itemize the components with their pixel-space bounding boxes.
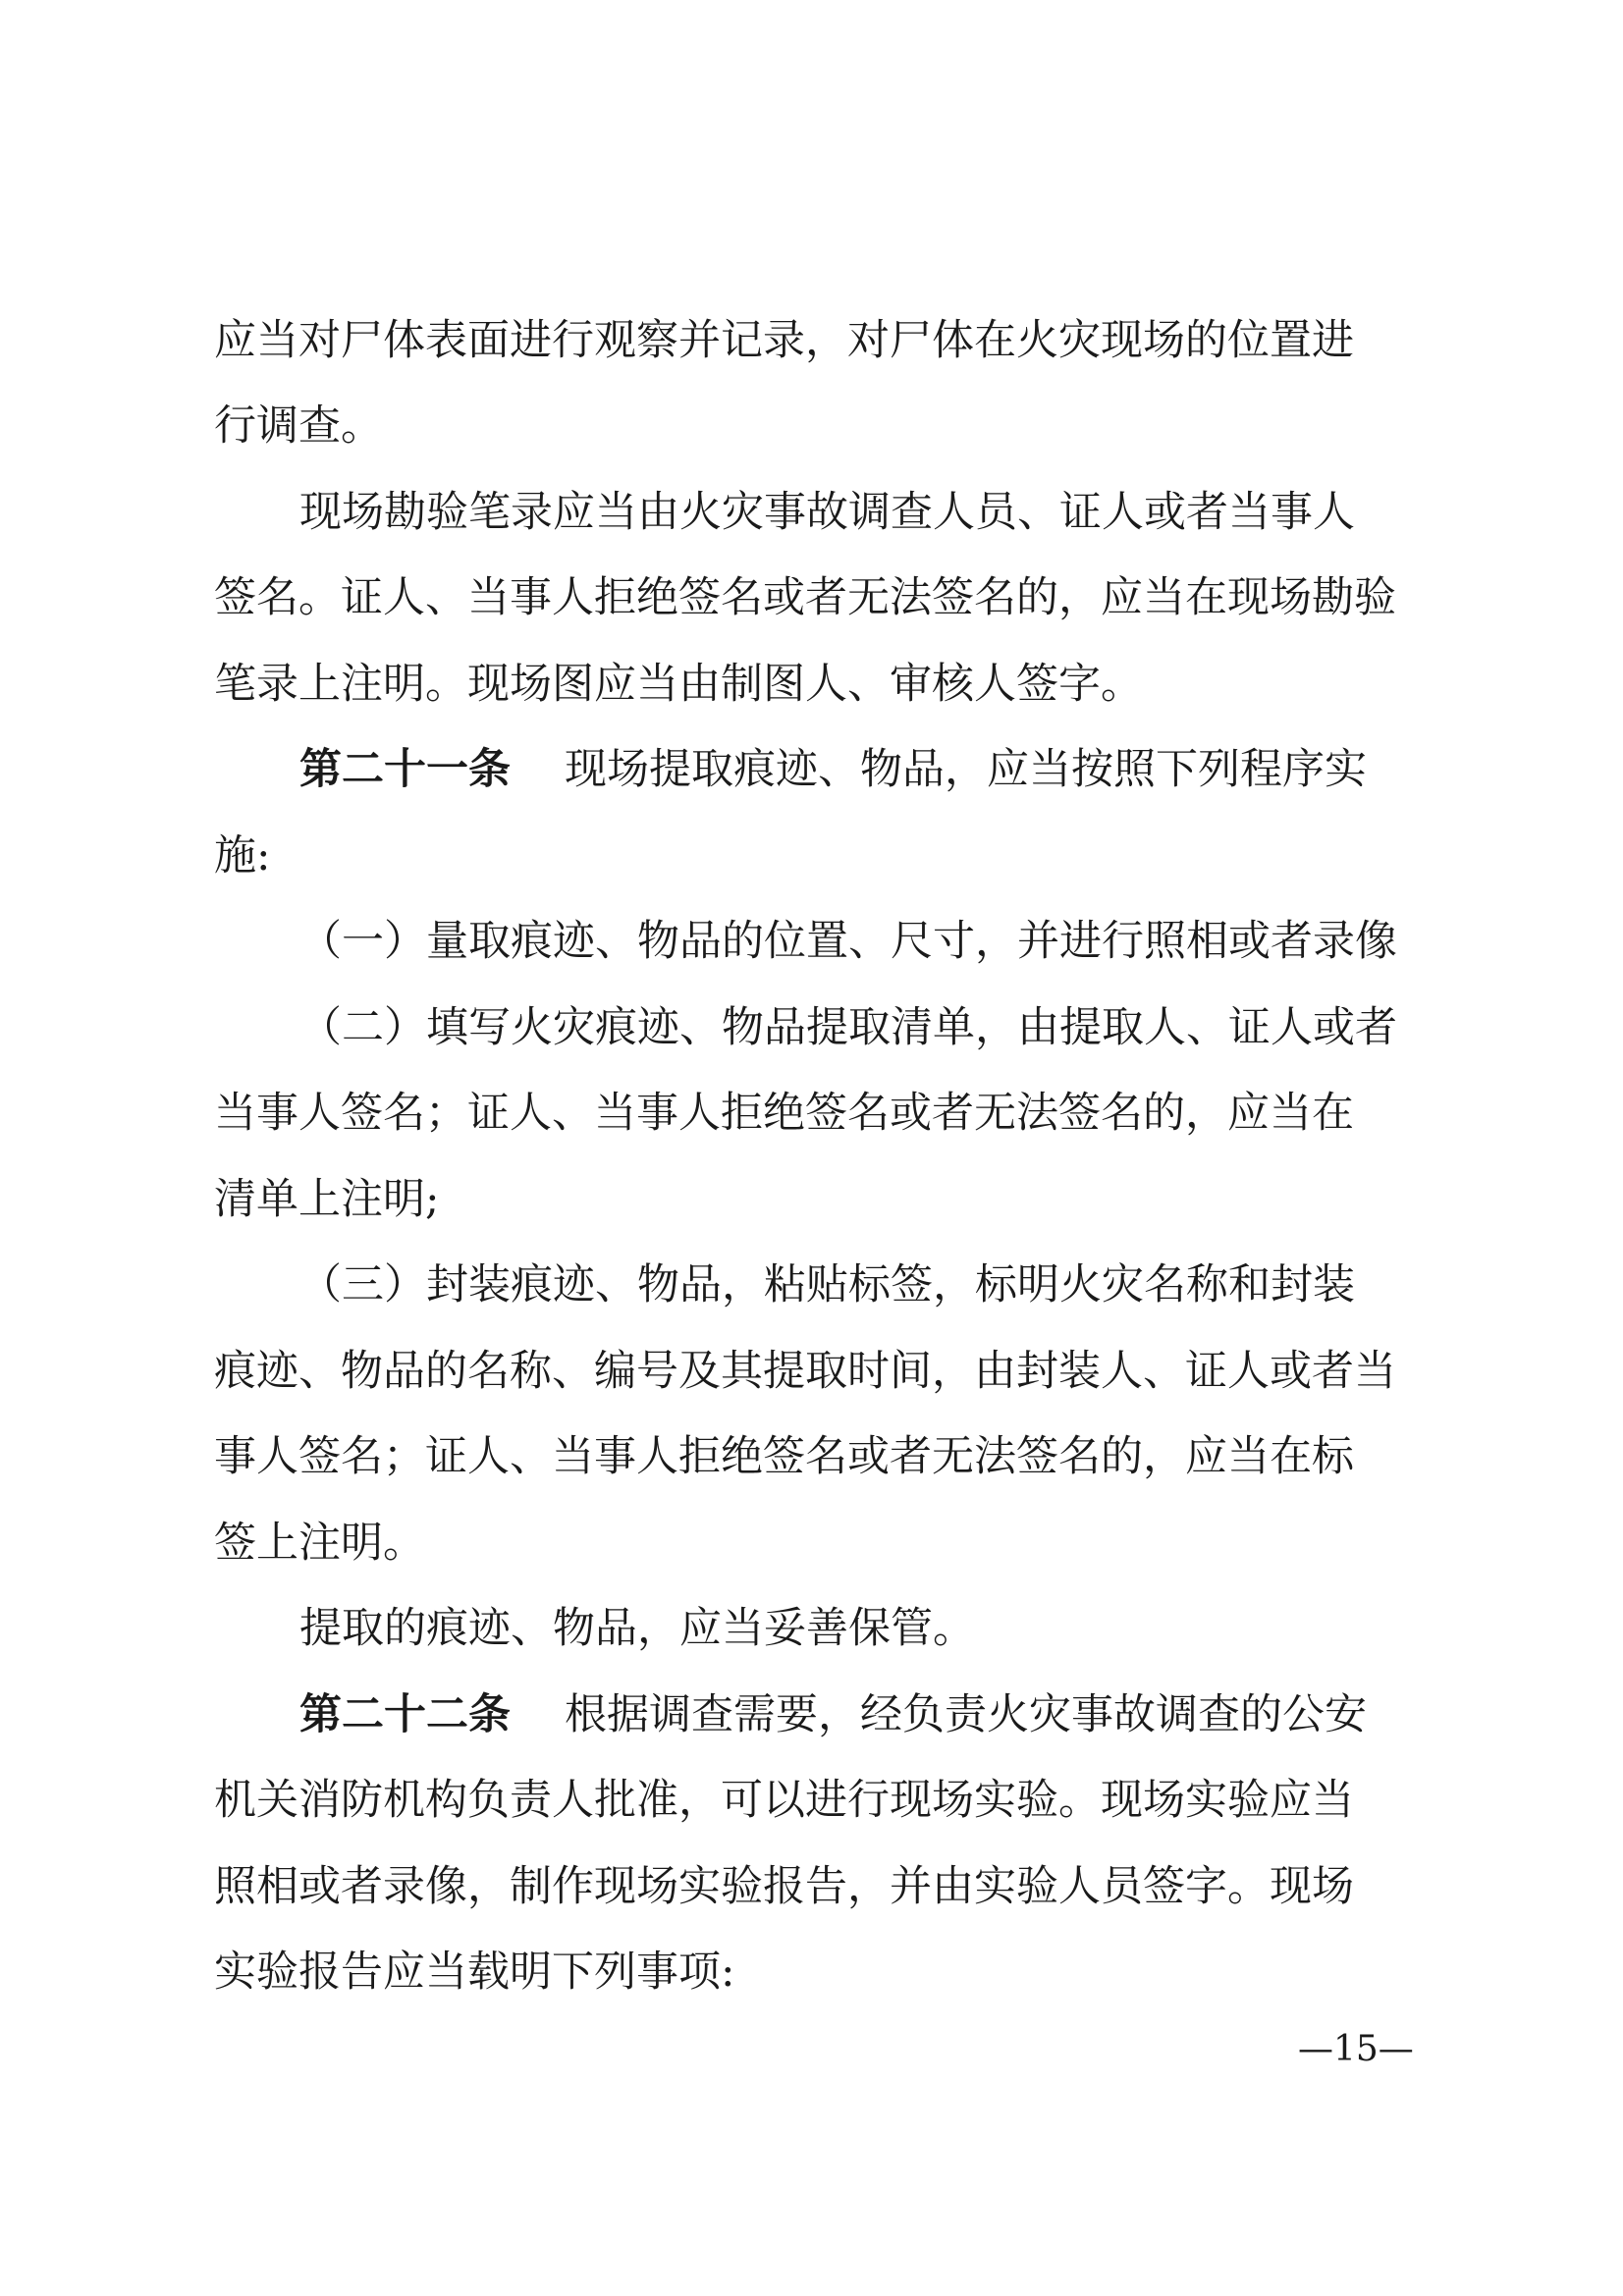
paragraph-text: 痕迹、物品的名称、编号及其提取时间，由封装人、证人或者当: [214, 1347, 1396, 1396]
text-line: [0, 1427, 1623, 1486]
article-heading: 第二十二条: [299, 1690, 511, 1739]
text-line: [0, 912, 1623, 971]
text-line: [0, 827, 1623, 885]
text-line: [0, 1170, 1623, 1229]
page-number: —15—: [1298, 2029, 1414, 2069]
paragraph-text: 现场勘验笔录应当由火灾事故调查人员、证人或者当事人: [299, 488, 1355, 537]
text-line: [0, 311, 1623, 370]
text-line: [0, 1685, 1623, 1744]
paragraph-text: 照相或者录像，制作现场实验报告，并由实验人员签字。现场: [214, 1862, 1354, 1911]
paragraph-text: 笔录上注明。现场图应当由制图人、审核人签字。: [214, 660, 1143, 709]
paragraph-text: 行调查。: [214, 401, 383, 451]
text-line: [0, 1857, 1623, 1916]
article-heading: 第二十一条: [299, 745, 511, 794]
list-item-text: （三）封装痕迹、物品，粘贴标签，标明火灾名称和封装: [299, 1260, 1355, 1309]
list-item-text: （二）填写火灾痕迹、物品提取清单，由提取人、证人或者: [299, 1003, 1397, 1052]
text-line: [0, 1943, 1623, 2002]
text-line: [0, 1084, 1623, 1143]
text-line: [0, 1514, 1623, 1573]
paragraph-text: 现场提取痕迹、物品，应当按照下列程序实: [565, 745, 1367, 794]
text-line: [0, 1342, 1623, 1401]
text-line: [0, 1255, 1623, 1314]
paragraph-text: 事人签名；证人、当事人拒绝签名或者无法签名的，应当在标: [214, 1432, 1354, 1481]
list-item-text: （一）量取痕迹、物品的位置、尺寸，并进行照相或者录像: [299, 917, 1397, 966]
text-line: [0, 397, 1623, 455]
text-line: [0, 1771, 1623, 1830]
paragraph-text: 当事人签名；证人、当事人拒绝签名或者无法签名的，应当在: [214, 1089, 1354, 1138]
paragraph-text: 应当对尸体表面进行观察并记录，对尸体在火灾现场的位置进: [214, 316, 1354, 365]
paragraph-text: 签上注明。: [214, 1519, 425, 1568]
text-line: [0, 568, 1623, 627]
text-line: [0, 740, 1623, 799]
paragraph-text: 清单上注明;: [214, 1175, 440, 1224]
paragraph-text: 提取的痕迹、物品，应当妥善保管。: [299, 1604, 975, 1653]
paragraph-text: 施:: [214, 831, 271, 881]
text-line: [0, 655, 1623, 714]
paragraph-text: 签名。证人、当事人拒绝签名或者无法签名的，应当在现场勘验: [214, 573, 1396, 622]
paragraph-text: 实验报告应当载明下列事项:: [214, 1948, 735, 1997]
text-line: [0, 483, 1623, 542]
text-line: [0, 1599, 1623, 1658]
text-line: [0, 998, 1623, 1057]
paragraph-text: 根据调查需要，经负责火灾事故调查的公安: [565, 1690, 1367, 1739]
paragraph-text: 机关消防机构负责人批准，可以进行现场实验。现场实验应当: [214, 1776, 1354, 1825]
